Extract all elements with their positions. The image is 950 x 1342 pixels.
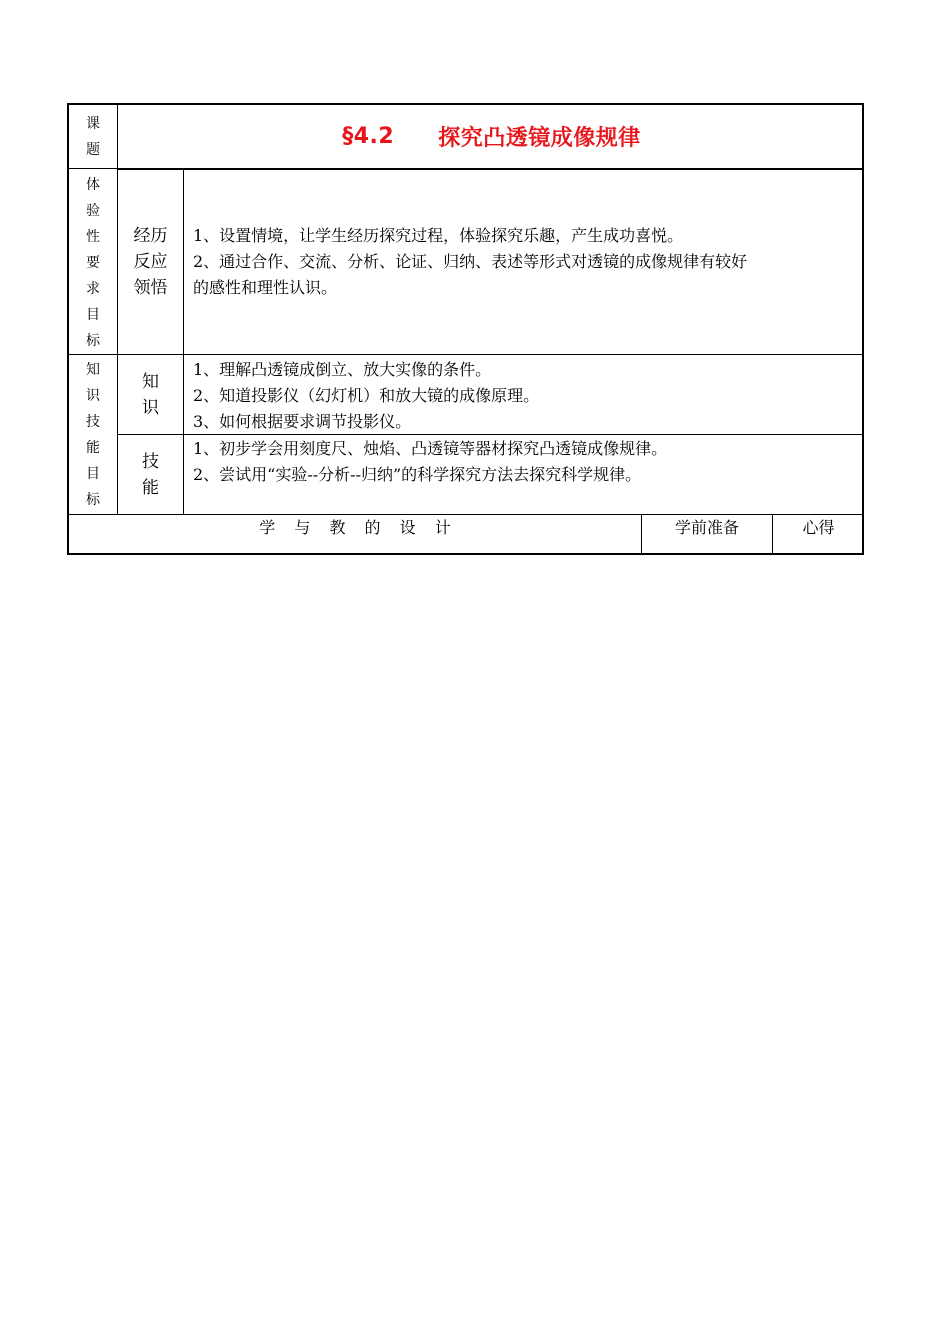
- experience-subcategory-label: 经历 反应 领悟: [133, 226, 168, 298]
- lesson-plan-table: [67, 103, 864, 555]
- divider-row-experience: [69, 354, 864, 355]
- list-item: 3、如何根据要求调节投影仪。: [193, 412, 412, 431]
- divider-row-title-left: [69, 168, 117, 169]
- list-item: 2、通过合作、交流、分析、论证、归纳、表述等形式对透镜的成像规律有较好: [193, 252, 748, 271]
- list-item: 2、知道投影仪（幻灯机）和放大镜的成像原理。: [193, 386, 540, 405]
- divider-col-2: [183, 169, 184, 515]
- knowledge-label: 知 识: [142, 372, 159, 418]
- notes-label: 心得: [802, 518, 835, 537]
- knowledge-objectives: [193, 357, 539, 435]
- list-item: 的感性和理性认识。: [193, 278, 338, 297]
- skill-objectives: [193, 436, 667, 488]
- experience-objectives: [193, 223, 747, 301]
- lesson-title: [119, 105, 864, 168]
- preparation-label: 学前准备: [674, 518, 739, 537]
- list-item: 1、设置情境，让学生经历探究过程，体验探究乐趣，产生成功喜悦。: [193, 226, 684, 245]
- knowledge-category-label: 知 识 技 能 目 标: [86, 362, 100, 508]
- skill-label: 技 能: [142, 452, 159, 498]
- list-item: 1、初步学会用刻度尺、烛焰、凸透镜等器材探究凸透镜成像规律。: [193, 439, 668, 458]
- topic-row-label: 课 题: [86, 116, 100, 158]
- experience-category-label: 体 验 性 要 求 目 标: [86, 177, 100, 349]
- list-item: 2、尝试用“实验--分析--归纳”的科学探究方法去探究科学规律。: [193, 465, 642, 484]
- divider-row-title: [117, 168, 864, 170]
- lesson-number: §4.2: [342, 124, 395, 149]
- list-item: 1、理解凸透镜成倒立、放大实像的条件。: [193, 360, 492, 379]
- lesson-title-text: 探究凸透镜成像规律: [438, 126, 641, 151]
- design-section-label: 学 与 教 的 设 计: [259, 518, 451, 537]
